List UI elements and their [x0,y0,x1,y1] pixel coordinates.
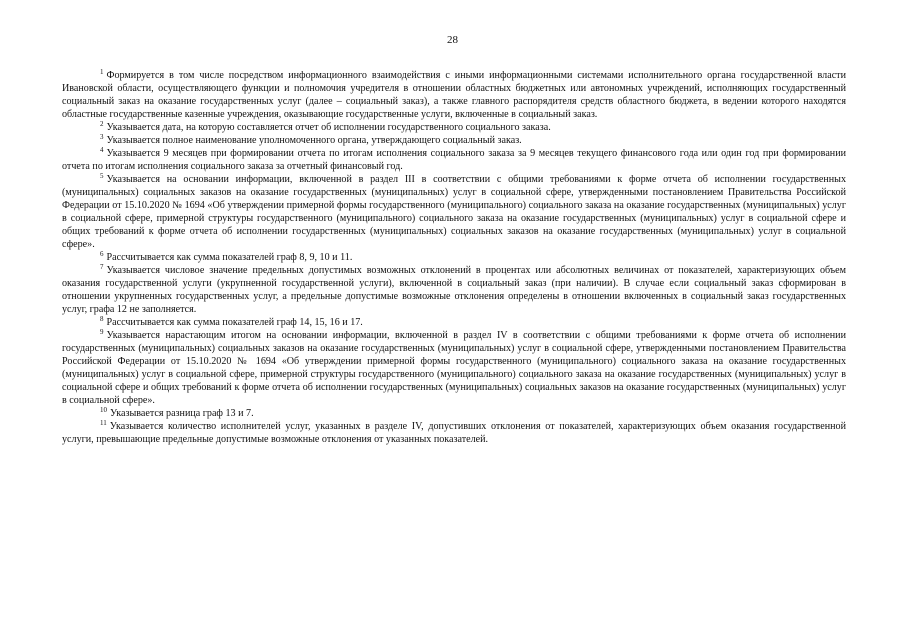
footnote-marker: 11 [100,419,107,427]
footnote-6 [62,251,846,264]
footnote-text: Указывается количество исполнителей услуг, указанных в разделе IV, допустивших отклонения от показателей, характеризующих объем оказания государственной услуги, превышающие предельные допустимые возможные отклонения от указанных показателей. [62,421,846,445]
footnote-text: Указывается разница граф 13 и 7. [110,408,254,419]
footnote-marker: 4 [100,146,104,154]
footnote-4 [62,147,846,173]
footnotes-list [62,69,846,446]
footnote-marker: 6 [100,250,104,258]
footnote-text: Указывается 9 месяцев при формировании отчета по итогам исполнения социального заказа за 9 месяцев текущего финансового года или один год при формировании отчета по итогам исполнения социального заказа за отчетный финансовый год. [62,148,846,172]
footnote-text: Указывается нарастающим итогом на основании информации, включенной в раздел IV в соответствии с общими требованиями к форме отчета об исполнении государственных (муниципальных) социальных заказов на оказание государственных (муниципальных) услуг в социальной сфере, утвержденными постановлением Правительства Российской Федерации от 15.10.2020 № 1694 «Об утверждении примерной формы государственного (муниципального) социального заказа на оказание государственных (муниципальных) услуг в социальной сфере, примерной структуры государственного (муниципального) социального заказа на оказание государственных (муниципальных) услуг в социальной сфере и общих требований к форме отчета об исполнении государственных (муниципальных) социальных заказов на оказание государственных (муниципальных) услуг в социальной сфере». [62,330,846,406]
footnote-10 [62,407,846,420]
page-number: 28 [447,34,458,46]
footnote-text: Указывается числовое значение предельных допустимых возможных отклонений в процентах или абсолютных величинах от показателей, характеризующих объем оказания государственной услуги (укрупненной государственной услуги), включенной в социальный заказ (при наличии). В случае если социальный заказ сформирован в отношении укрупненных государственных услуг, а предельные допустимые возможные отклонения определены в отношении включенных в социальный заказ государственных услуг, графа 12 не заполняется. [62,265,846,315]
footnote-1 [62,69,846,121]
footnote-text: Указывается на основании информации, включенной в раздел III в соответствии с общими требованиями к форме отчета об исполнении государственных (муниципальных) социальных заказов на оказание государственных (муниципальных) услуг в социальной сфере, утвержденными постановлением Правительства Российской Федерации от 15.10.2020 № 1694 «Об утверждении примерной формы государственного (муниципального) социального заказа на оказание государственных (муниципальных) услуг в социальной сфере, примерной структуры государственного (муниципального) социального заказа на оказание государственных (муниципальных) услуг в социальной сфере и общих требований к форме отчета об исполнении государственных (муниципальных) социальных заказов на оказание государственных (муниципальных) услуг в социальной сфере». [62,174,846,250]
footnote-9 [62,329,846,407]
footnote-marker: 3 [100,133,104,141]
footnote-text: Рассчитывается как сумма показателей граф 14, 15, 16 и 17. [106,317,363,328]
footnote-3 [62,134,846,147]
footnote-marker: 1 [100,68,104,76]
footnote-marker: 8 [100,315,104,323]
footnote-marker: 5 [100,172,104,180]
footnote-5 [62,173,846,251]
footnote-marker: 9 [100,328,104,336]
footnote-8 [62,316,846,329]
footnote-text: Рассчитывается как сумма показателей граф 8, 9, 10 и 11. [106,252,353,263]
footnote-marker: 2 [100,120,104,128]
footnote-text: Формируется в том числе посредством информационного взаимодействия с иными информационными системами исполнительного органа государственной власти Ивановской области, осуществляющего функции и полномочия учредителя в отношении областных бюджетных или автономных учреждений, исполняющих государственный социальный заказ на оказание государственных услуг (далее – социальный заказ), а также главного распорядителя средств областного бюджета, в ведении которого находятся областные государственные казенные учреждения, оказывающие государственные услуги, включенные в социальный заказ. [62,70,846,120]
footnote-11 [62,420,846,446]
footnote-2 [62,121,846,134]
footnote-7 [62,264,846,316]
footnote-marker: 7 [100,263,104,271]
footnote-marker: 10 [100,406,107,414]
footnote-text: Указывается полное наименование уполномоченного органа, утверждающего социальный заказ. [106,135,522,146]
footnote-text: Указывается дата, на которую составляется отчет об исполнении государственного социального заказа. [106,122,551,133]
